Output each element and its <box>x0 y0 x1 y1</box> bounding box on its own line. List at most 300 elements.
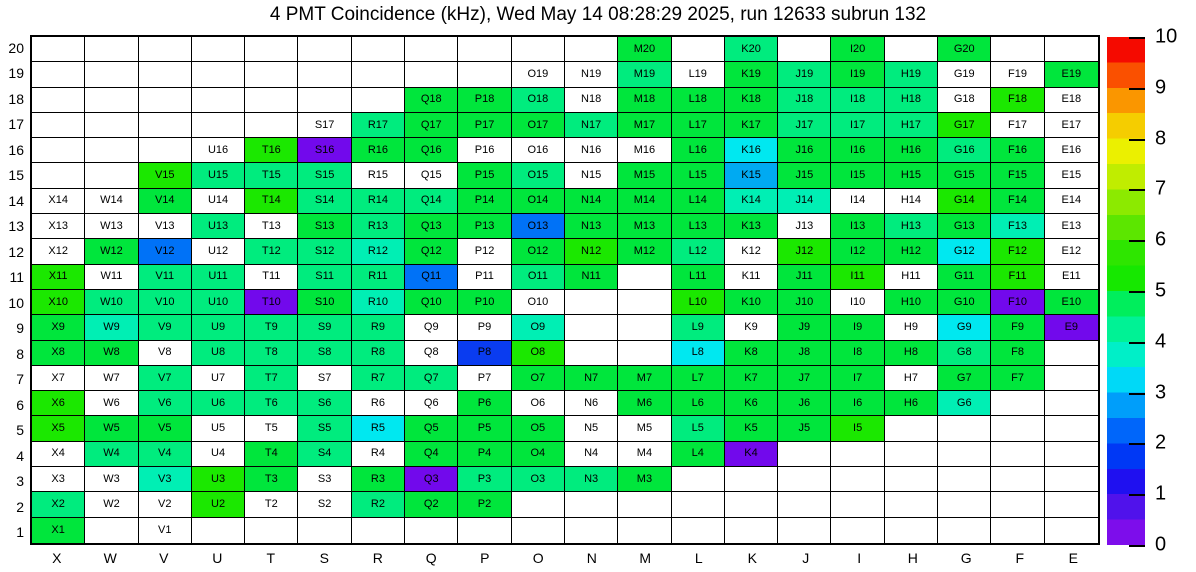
heatmap-cell <box>991 189 1044 214</box>
cell-label: R2 <box>370 498 385 511</box>
cell-label: U7 <box>211 371 226 384</box>
cell-label: T11 <box>262 270 281 283</box>
heatmap-cell <box>1045 290 1098 315</box>
cell-label: V15 <box>154 169 175 182</box>
cell-label: L7 <box>691 371 704 384</box>
cell-label: U9 <box>211 320 226 333</box>
heatmap-cell <box>565 214 618 239</box>
cell-label: N7 <box>584 371 599 384</box>
heatmap-cell <box>778 189 831 214</box>
heatmap-cell <box>352 189 405 214</box>
heatmap-cell <box>139 416 192 441</box>
heatmap-cell <box>192 416 245 441</box>
heatmap-cell <box>778 163 831 188</box>
heatmap-cell <box>618 37 671 62</box>
cell-label: U11 <box>208 270 228 283</box>
cell-label: Q3 <box>423 472 439 485</box>
heatmap-cell <box>725 467 778 492</box>
colorbar-tick-label: 8 <box>1155 127 1167 150</box>
heatmap-cell <box>298 315 351 340</box>
heatmap-cell <box>139 239 192 264</box>
cell-label: R15 <box>367 169 389 182</box>
y-axis-label: 3 <box>16 473 24 490</box>
cell-label: I12 <box>849 245 866 258</box>
heatmap-cell <box>32 163 85 188</box>
heatmap-cell <box>725 163 778 188</box>
cell-label: Q17 <box>420 118 442 131</box>
heatmap-cell <box>512 492 565 517</box>
cell-label: H13 <box>900 219 922 232</box>
cell-label: I5 <box>853 422 863 435</box>
heatmap-cell <box>298 518 351 543</box>
heatmap-cell <box>298 214 351 239</box>
heatmap-cell <box>725 315 778 340</box>
cell-label: O18 <box>527 93 549 106</box>
heatmap-cell <box>512 442 565 467</box>
heatmap-cell <box>725 366 778 391</box>
cell-label: X7 <box>51 371 65 384</box>
cell-label: L5 <box>691 422 704 435</box>
heatmap-cell <box>938 239 991 264</box>
cell-label: Q16 <box>420 143 442 156</box>
cell-label: W14 <box>100 194 123 207</box>
heatmap-cell <box>778 88 831 113</box>
cell-label: T3 <box>264 472 278 485</box>
cell-label: R14 <box>367 194 389 207</box>
heatmap-cell <box>32 416 85 441</box>
heatmap-cell <box>139 391 192 416</box>
heatmap-cell <box>192 391 245 416</box>
heatmap-cell <box>245 189 298 214</box>
cell-label: U6 <box>211 396 226 409</box>
cell-label: V8 <box>158 346 172 359</box>
heatmap-cell <box>192 214 245 239</box>
cell-label: O19 <box>527 67 549 80</box>
heatmap-cell <box>618 290 671 315</box>
cell-label: S17 <box>314 118 335 131</box>
heatmap-cell <box>831 88 884 113</box>
cell-label: X12 <box>48 245 68 258</box>
heatmap-cell <box>298 163 351 188</box>
heatmap-cell <box>618 138 671 163</box>
cell-label: J18 <box>795 93 814 106</box>
cell-label: S10 <box>314 295 335 308</box>
cell-label: P13 <box>474 219 495 232</box>
cell-label: T10 <box>261 295 281 308</box>
cell-label: R16 <box>367 143 389 156</box>
cell-label: Q6 <box>423 396 439 409</box>
heatmap-cell <box>725 138 778 163</box>
heatmap-cell <box>1045 442 1098 467</box>
heatmap-cell <box>831 366 884 391</box>
heatmap-cell <box>405 163 458 188</box>
heatmap-cell <box>139 442 192 467</box>
cell-label: Q9 <box>423 320 439 333</box>
heatmap-cell <box>352 518 405 543</box>
heatmap-cell <box>352 138 405 163</box>
heatmap-cell <box>458 492 511 517</box>
y-axis-label: 20 <box>8 39 24 56</box>
cell-label: Q11 <box>421 270 442 283</box>
cell-label: H18 <box>900 93 922 106</box>
heatmap-cell <box>725 492 778 517</box>
cell-label: J9 <box>798 320 811 333</box>
heatmap-cell <box>139 189 192 214</box>
cell-label: M18 <box>633 93 656 106</box>
heatmap-cell <box>938 315 991 340</box>
y-axis-label: 10 <box>8 294 24 311</box>
heatmap-cell <box>352 88 405 113</box>
heatmap-cell <box>458 518 511 543</box>
heatmap-cell <box>831 467 884 492</box>
heatmap-cell <box>778 214 831 239</box>
heatmap-cell <box>458 416 511 441</box>
cell-label: E18 <box>1061 93 1082 106</box>
heatmap-cell <box>352 163 405 188</box>
heatmap-cell <box>672 391 725 416</box>
cell-label: R13 <box>367 219 389 232</box>
cell-label: Q2 <box>423 498 439 511</box>
heatmap-cell <box>885 62 938 87</box>
heatmap-cell <box>778 113 831 138</box>
heatmap-cell <box>245 37 298 62</box>
heatmap-cell <box>831 163 884 188</box>
cell-label: O15 <box>527 169 549 182</box>
colorbar-tick-label: 2 <box>1155 431 1167 454</box>
cell-label: S3 <box>317 472 332 485</box>
heatmap-cell <box>352 62 405 87</box>
y-axis-label: 5 <box>16 422 24 439</box>
cell-label: H16 <box>900 143 922 156</box>
heatmap-cell <box>32 442 85 467</box>
plot-title: 4 PMT Coincidence (kHz), Wed May 14 08:28:29 2025, run 12633 subrun 132 <box>269 4 927 25</box>
heatmap-cell <box>778 467 831 492</box>
cell-label: T15 <box>261 169 281 182</box>
cell-label: W3 <box>103 472 120 485</box>
cell-label: W7 <box>103 371 120 384</box>
cell-label: U14 <box>207 194 229 207</box>
cell-label: O4 <box>530 447 546 460</box>
cell-label: E12 <box>1061 245 1082 258</box>
cell-label: V1 <box>158 523 172 536</box>
heatmap-cell <box>85 366 138 391</box>
cell-label: P2 <box>477 498 492 511</box>
cell-label: K8 <box>744 346 758 359</box>
cell-label: G20 <box>953 42 975 55</box>
x-axis-label: O <box>532 550 544 566</box>
cell-label: M3 <box>636 472 653 485</box>
heatmap-cell <box>885 37 938 62</box>
cell-label: F11 <box>1008 270 1027 283</box>
heatmap-cell <box>192 37 245 62</box>
heatmap-cell <box>352 290 405 315</box>
cell-label: I13 <box>849 219 866 232</box>
heatmap-cell <box>938 138 991 163</box>
cell-label: F16 <box>1008 143 1028 156</box>
heatmap-cell <box>672 315 725 340</box>
heatmap-cell <box>991 88 1044 113</box>
heatmap-cell <box>778 442 831 467</box>
cell-label: L18 <box>688 93 707 106</box>
x-axis-label: P <box>480 550 490 566</box>
heatmap-cell <box>831 138 884 163</box>
cell-label: T12 <box>261 245 281 258</box>
heatmap-cell <box>512 467 565 492</box>
cell-label: P3 <box>477 472 492 485</box>
heatmap-cell <box>85 265 138 290</box>
heatmap-cell <box>778 366 831 391</box>
cell-label: E17 <box>1061 118 1082 131</box>
cell-label: T16 <box>261 143 281 156</box>
heatmap-cell <box>991 113 1044 138</box>
heatmap-cell <box>298 467 351 492</box>
cell-label: U8 <box>211 346 226 359</box>
cell-label: X14 <box>48 194 68 207</box>
cell-label: F17 <box>1008 118 1028 131</box>
heatmap-cell <box>458 391 511 416</box>
cell-label: E10 <box>1061 295 1082 308</box>
heatmap-cell <box>245 265 298 290</box>
cell-label: X5 <box>51 422 65 435</box>
cell-label: U2 <box>211 498 226 511</box>
cell-label: N12 <box>581 245 602 258</box>
cell-label: P12 <box>474 245 495 258</box>
cell-label: H15 <box>900 169 922 182</box>
cell-label: P16 <box>474 143 495 156</box>
heatmap-cell <box>512 37 565 62</box>
heatmap-cell <box>245 416 298 441</box>
heatmap-cell <box>938 290 991 315</box>
heatmap-cell <box>778 290 831 315</box>
heatmap-cell <box>885 467 938 492</box>
cell-label: W11 <box>100 270 123 283</box>
heatmap-cell <box>1045 62 1098 87</box>
heatmap-cell <box>1045 113 1098 138</box>
cell-label: T2 <box>264 498 278 511</box>
x-axis-label: V <box>159 550 169 566</box>
heatmap-cell <box>512 265 565 290</box>
heatmap-cell <box>991 239 1044 264</box>
heatmap-cell <box>938 492 991 517</box>
heatmap-cell <box>512 290 565 315</box>
heatmap-cell <box>991 214 1044 239</box>
heatmap-cell <box>32 467 85 492</box>
heatmap-cell <box>938 62 991 87</box>
heatmap-cell <box>938 341 991 366</box>
heatmap-cell <box>458 189 511 214</box>
colorbar-tick-label: 9 <box>1155 76 1167 99</box>
cell-label: G9 <box>956 320 972 333</box>
cell-label: M6 <box>636 396 653 409</box>
heatmap-grid <box>30 35 1100 545</box>
heatmap-cell <box>672 88 725 113</box>
heatmap-cell <box>245 290 298 315</box>
cell-label: T6 <box>264 396 278 409</box>
heatmap-cell <box>352 113 405 138</box>
heatmap-cell <box>32 315 85 340</box>
cell-label: S7 <box>317 371 332 384</box>
cell-label: G16 <box>953 143 975 156</box>
heatmap-cell <box>512 214 565 239</box>
cell-label: H9 <box>903 320 918 333</box>
heatmap-cell <box>405 214 458 239</box>
heatmap-cell <box>192 315 245 340</box>
cell-label: M14 <box>633 194 656 207</box>
cell-label: U10 <box>207 295 229 308</box>
cell-label: K14 <box>741 194 761 207</box>
y-axis-label: 15 <box>8 167 24 184</box>
heatmap-cell <box>192 341 245 366</box>
cell-label: K16 <box>741 143 761 156</box>
cell-label: X2 <box>51 498 65 511</box>
cell-label: E13 <box>1061 219 1082 232</box>
y-axis-label: 9 <box>16 320 24 337</box>
heatmap-cell <box>938 88 991 113</box>
heatmap-cell <box>192 366 245 391</box>
cell-label: K4 <box>744 447 758 460</box>
heatmap-cell <box>405 416 458 441</box>
x-axis-label: W <box>103 550 117 566</box>
cell-label: G11 <box>954 270 975 283</box>
heatmap-cell <box>672 62 725 87</box>
cell-label: N4 <box>584 447 599 460</box>
cell-label: I8 <box>853 346 863 359</box>
heatmap-cell <box>565 37 618 62</box>
heatmap-cell <box>725 341 778 366</box>
heatmap-cell <box>991 138 1044 163</box>
heatmap-cell <box>938 366 991 391</box>
heatmap-cell <box>672 341 725 366</box>
cell-label: M19 <box>633 67 656 80</box>
cell-label: R10 <box>367 295 389 308</box>
heatmap-cell <box>778 518 831 543</box>
heatmap-cell <box>885 518 938 543</box>
heatmap-cell <box>245 138 298 163</box>
heatmap-cell <box>352 37 405 62</box>
cell-label: L16 <box>688 143 707 156</box>
cell-label: R3 <box>370 472 385 485</box>
heatmap-cell <box>725 265 778 290</box>
colorbar-tick-label: 6 <box>1155 228 1167 251</box>
heatmap-cell <box>85 214 138 239</box>
cell-label: L14 <box>688 194 707 207</box>
heatmap-cell <box>618 391 671 416</box>
heatmap-cell <box>192 518 245 543</box>
cell-label: V3 <box>158 472 172 485</box>
cell-label: V12 <box>154 245 175 258</box>
cell-label: N18 <box>581 93 602 106</box>
heatmap-cell <box>565 290 618 315</box>
heatmap-cell <box>1045 467 1098 492</box>
heatmap-cell <box>672 467 725 492</box>
heatmap-cell <box>512 366 565 391</box>
heatmap-cell <box>1045 341 1098 366</box>
heatmap-cell <box>139 265 192 290</box>
heatmap-cell <box>405 366 458 391</box>
heatmap-cell <box>565 113 618 138</box>
heatmap-cell <box>565 239 618 264</box>
heatmap-cell <box>1045 366 1098 391</box>
cell-label: G8 <box>956 346 972 359</box>
heatmap-cell <box>565 138 618 163</box>
cell-label: V4 <box>158 447 172 460</box>
heatmap-cell <box>885 442 938 467</box>
heatmap-cell <box>139 518 192 543</box>
heatmap-cell <box>991 391 1044 416</box>
colorbar-gradient <box>1107 37 1145 545</box>
heatmap-cell <box>885 214 938 239</box>
heatmap-cell <box>885 189 938 214</box>
heatmap-cell <box>245 366 298 391</box>
x-axis-label: E <box>1068 550 1078 566</box>
cell-label: J12 <box>795 245 814 258</box>
heatmap-cell <box>139 492 192 517</box>
cell-label: G14 <box>953 194 975 207</box>
heatmap-cell <box>991 492 1044 517</box>
heatmap-cell <box>831 341 884 366</box>
heatmap-cell <box>725 214 778 239</box>
heatmap-cell <box>298 416 351 441</box>
cell-label: X9 <box>51 320 65 333</box>
cell-label: J17 <box>795 118 814 131</box>
cell-label: J6 <box>798 396 811 409</box>
heatmap-cell <box>458 37 511 62</box>
colorbar-tick-label: 7 <box>1155 177 1167 200</box>
heatmap-cell <box>831 442 884 467</box>
heatmap-cell <box>192 239 245 264</box>
heatmap-cell <box>938 391 991 416</box>
heatmap-cell <box>298 341 351 366</box>
cell-label: G19 <box>953 67 975 80</box>
heatmap-cell <box>139 341 192 366</box>
heatmap-cell <box>298 391 351 416</box>
heatmap-cell <box>85 492 138 517</box>
cell-label: M13 <box>633 219 656 232</box>
heatmap-cell <box>991 416 1044 441</box>
heatmap-cell <box>618 492 671 517</box>
cell-label: Q18 <box>420 93 442 106</box>
heatmap-cell <box>565 467 618 492</box>
cell-label: Q7 <box>423 371 439 384</box>
heatmap-cell <box>565 189 618 214</box>
cell-label: I18 <box>849 93 866 106</box>
heatmap-cell <box>991 442 1044 467</box>
heatmap-cell <box>831 492 884 517</box>
heatmap-cell <box>458 138 511 163</box>
cell-label: W10 <box>100 295 123 308</box>
x-axis-label: I <box>857 550 862 566</box>
cell-label: L17 <box>688 118 707 131</box>
heatmap-cell <box>192 265 245 290</box>
heatmap-cell <box>672 366 725 391</box>
cell-label: N5 <box>584 422 599 435</box>
y-axis-label: 16 <box>8 141 24 158</box>
heatmap-cell <box>458 315 511 340</box>
heatmap-cell <box>885 113 938 138</box>
heatmap-cell <box>85 138 138 163</box>
colorbar-tick-label: 3 <box>1155 381 1167 404</box>
heatmap-cell <box>885 265 938 290</box>
heatmap-cell <box>85 163 138 188</box>
heatmap-cell <box>778 492 831 517</box>
cell-label: H8 <box>903 346 918 359</box>
heatmap-cell <box>831 214 884 239</box>
heatmap-cell <box>85 239 138 264</box>
cell-label: I6 <box>853 396 863 409</box>
cell-label: J13 <box>795 219 814 232</box>
cell-label: Q10 <box>420 295 442 308</box>
heatmap-cell <box>512 88 565 113</box>
